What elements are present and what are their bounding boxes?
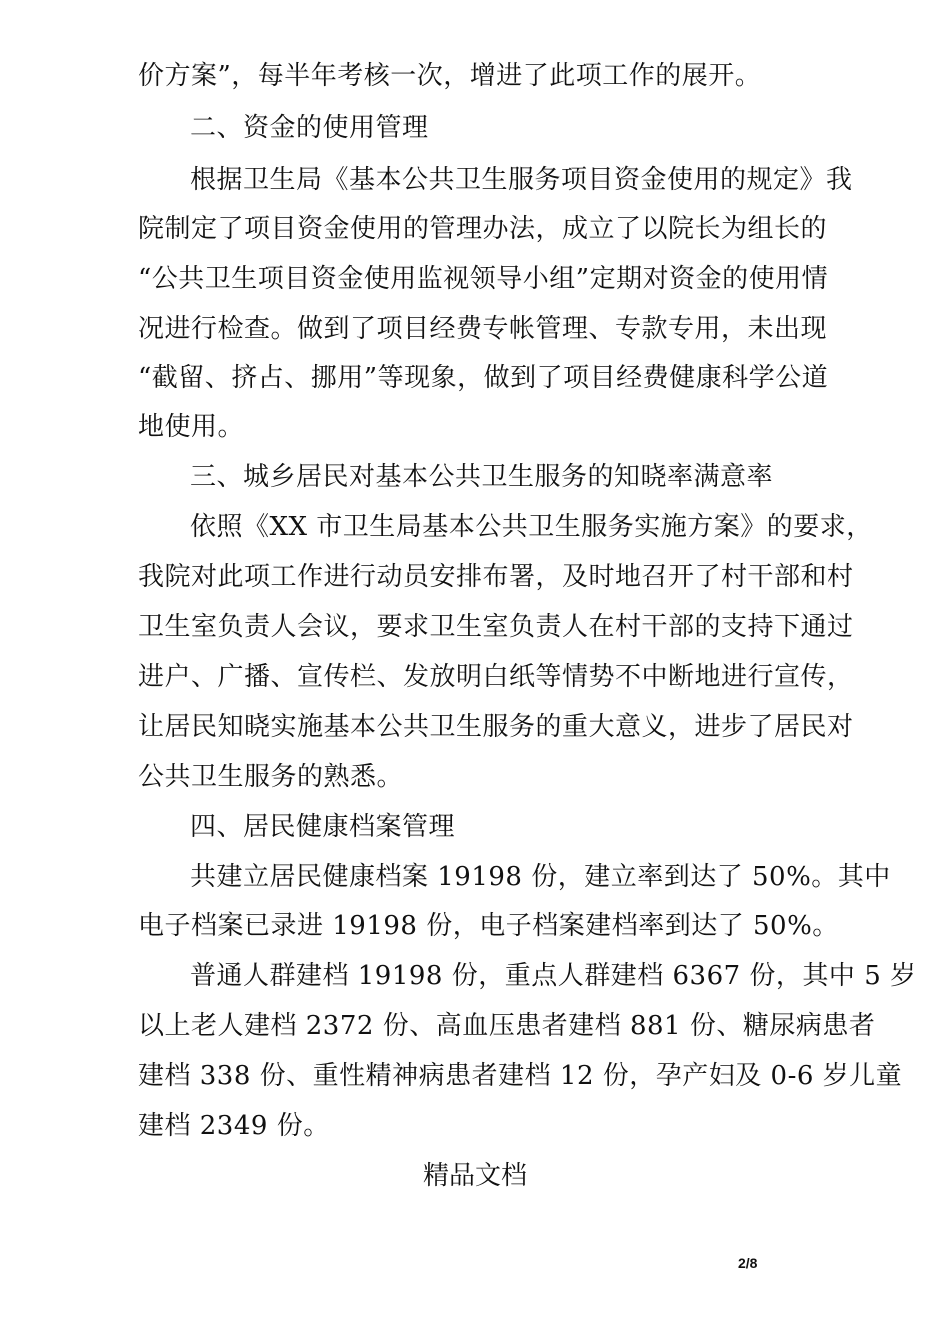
page-number: 2/8 — [738, 1255, 758, 1271]
text-line: 根据卫生局《基本公共卫生服务项目资金使用的规定》我 — [190, 165, 853, 195]
text-line: 况进行检查。做到了项目经费专帐管理、专款专用，未出现 — [138, 314, 828, 344]
text-line: 让居民知晓实施基本公共卫生服务的重大意义，进步了居民对 — [138, 712, 854, 742]
section-heading: 四、居民健康档案管理 — [190, 812, 456, 842]
text-line: 地使用。 — [138, 412, 245, 442]
text-line: 共建立居民健康档案 19198 份，建立率到达了 50%。其中 — [190, 862, 891, 892]
section-heading: 三、城乡居民对基本公共卫生服务的知晓率满意率 — [190, 462, 774, 492]
footer-title: 精品文档 — [422, 1161, 527, 1191]
text-line: 公共卫生服务的熟悉。 — [138, 762, 404, 792]
text-line: 建档 2349 份。 — [138, 1111, 330, 1141]
text-line: 电子档案已录进 19198 份，电子档案建档率到达了 50%。 — [138, 911, 839, 941]
section-heading: 二、资金的使用管理 — [190, 113, 429, 143]
text-line: 依照《XX 市卫生局基本公共卫生服务实施方案》的要求， — [190, 512, 873, 542]
text-line: 以上老人建档 2372 份、高血压患者建档 881 份、糖尿病患者 — [138, 1011, 876, 1041]
text-line: 进户、广播、宣传栏、发放明白纸等情势不中断地进行宣传， — [138, 662, 854, 692]
text-line: 卫生室负责人会议，要求卫生室负责人在村干部的支持下通过 — [138, 612, 854, 642]
text-line: 院制定了项目资金使用的管理办法，成立了以院长为组长的 — [138, 214, 828, 244]
text-line: 建档 338 份、重性精神病患者建档 12 份，孕产妇及 0-6 岁儿童 — [138, 1061, 903, 1091]
text-line: “公共卫生项目资金使用监视领导小组”定期对资金的使用情 — [138, 264, 829, 294]
text-line: “截留、挤占、挪用”等现象，做到了项目经费健康科学公道 — [138, 363, 829, 393]
text-line: 我院对此项工作进行动员安排布署，及时地召开了村干部和村 — [138, 562, 854, 592]
text-line: 价方案”，每半年考核一次，增进了此项工作的展开。 — [138, 61, 762, 91]
text-line: 普通人群建档 19198 份，重点人群建档 6367 份，其中 5 岁 — [190, 961, 917, 991]
